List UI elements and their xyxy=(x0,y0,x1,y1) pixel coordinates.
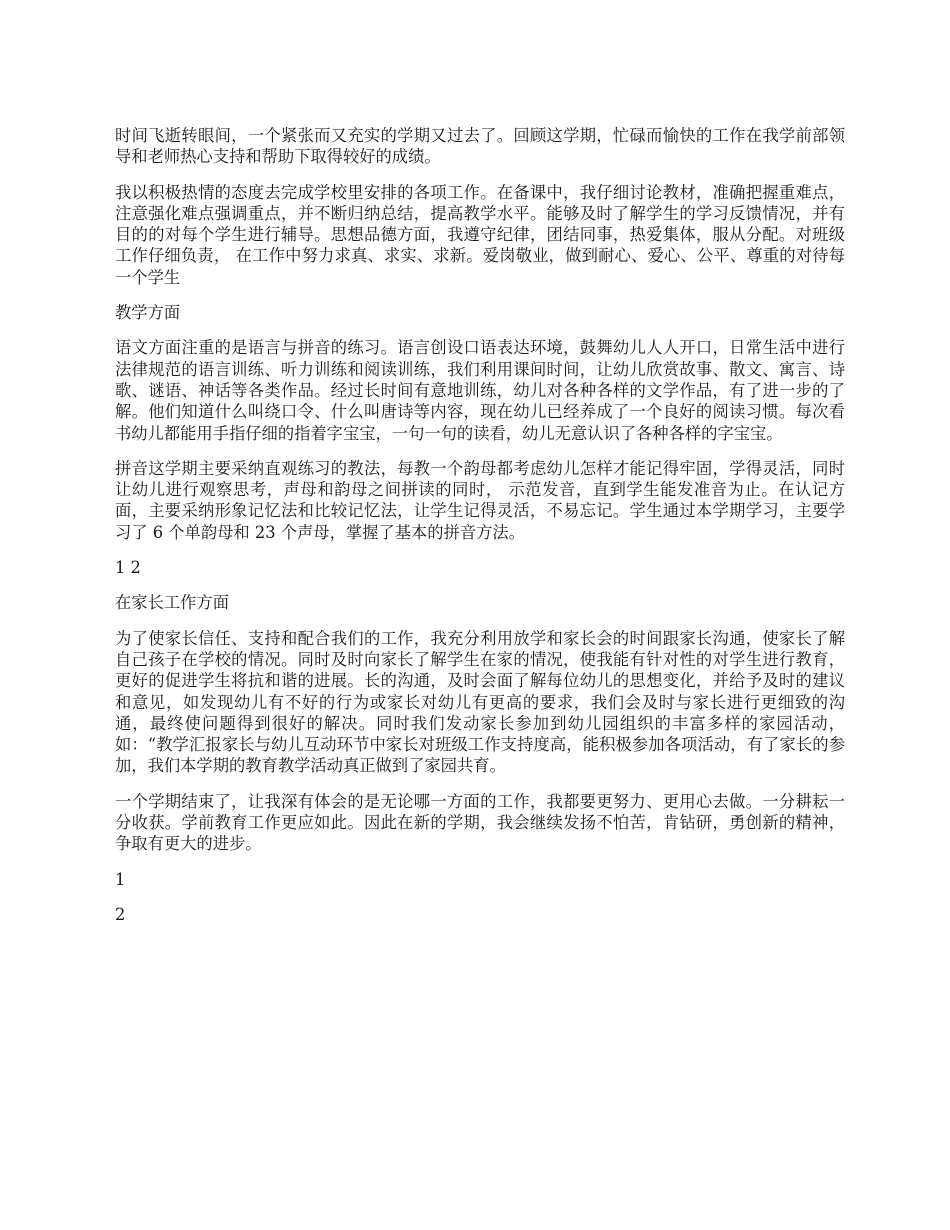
parents-paragraph: 为了使家长信任、支持和配合我们的工作，我充分利用放学和家长会的时间跟家长沟通，使家长了解自己孩子在学校的情况。同时及时向家长了解学生在家的情况，使我能有针对性的对学生进行教育，更好的促进学生将抗和谐的进展。长的沟通，及时会面了解每位幼儿的思想变化，并给予及时的建议和意见，如发现幼儿有不好的行为或家长对幼儿有更高的要求，我们会及时与家长进行更细致的沟通，最终使问题得到很好的解决。同时我们发动家长参加到幼儿园组织的丰富多样的家园活动，如：“教学汇报家长与幼儿互动环节中家长对班级工作支持度高，能积极参加各项活动，有了家长的参加，我们本学期的教育教学活动真正做到了家园共育。 xyxy=(115,628,845,776)
intro-paragraph: 时间飞逝转眼间，一个紧张而又充实的学期又过去了。回顾这学期，忙碌而愉快的工作在我学前部领导和老师热心支持和帮助下取得较好的成绩。 xyxy=(115,126,845,167)
section-heading-parents: 在家长工作方面 xyxy=(115,593,229,613)
language-paragraph: 语文方面注重的是语言与拼音的练习。语言创设口语表达环境，鼓舞幼儿人人开口，日常生活中进行法律规范的语言训练、听力训练和阅读训练，我们利用课间时间，让幼儿欣赏故事、散文、寓言、诗歌、谜语、神话等各类作品。经过长时间有意地训练，幼儿对各种各样的文学作品，有了进一步的了解。他们知道什么叫绕口令、什么叫唐诗等内容，现在幼儿已经养成了一个良好的阅读习惯。每次看书幼儿都能用手指仔细的指着字宝宝，一句一句的读看，幼儿无意认识了各种各样的字宝宝。 xyxy=(115,338,845,443)
page-number-1: 1 xyxy=(115,869,126,889)
conclusion-paragraph: 一个学期结束了，让我深有体会的是无论哪一方面的工作，我都要更努力、更用心去做。一分耕耘一分收获。学前教育工作更应如此。因此在新的学期，我会继续发扬不怕苦，肯钻研，勇创新的精神，争取有更大的进步。 xyxy=(115,791,845,854)
section-heading-teaching: 教学方面 xyxy=(115,303,181,323)
page-number-marker: 1 2 xyxy=(115,558,141,578)
pinyin-paragraph: 拼音这学期主要采纳直观练习的教法，每教一个韵母都考虑幼儿怎样才能记得牢固，学得灵活，同时让幼儿进行观察思考，声母和韵母之间拼读的同时， 示范发音，直到学生能发准音为止。在认记方面，主要采纳形象记忆法和比较记忆法，让学生记得灵活，不易忘记。学生通过本学期学习，主要学习了 6 个单韵母和 23 个声母，掌握了基本的拼音方法。 xyxy=(115,458,845,542)
page-number-2: 2 xyxy=(115,904,126,924)
attitude-paragraph: 我以积极热情的态度去完成学校里安排的各项工作。在备课中，我仔细讨论教材，准确把握重难点，注意强化难点强调重点，并不断归纳总结，提高教学水平。能够及时了解学生的学习反馈情况，并有目的的对每个学生进行辅导。思想品德方面，我遵守纪律，团结同事，热爱集体，服从分配。对班级工作仔细负责， 在工作中努力求真、求实、求新。爱岗敬业，做到耐心、爱心、公平、尊重的对待每一个学生 xyxy=(115,182,845,287)
document-page xyxy=(115,125,845,939)
